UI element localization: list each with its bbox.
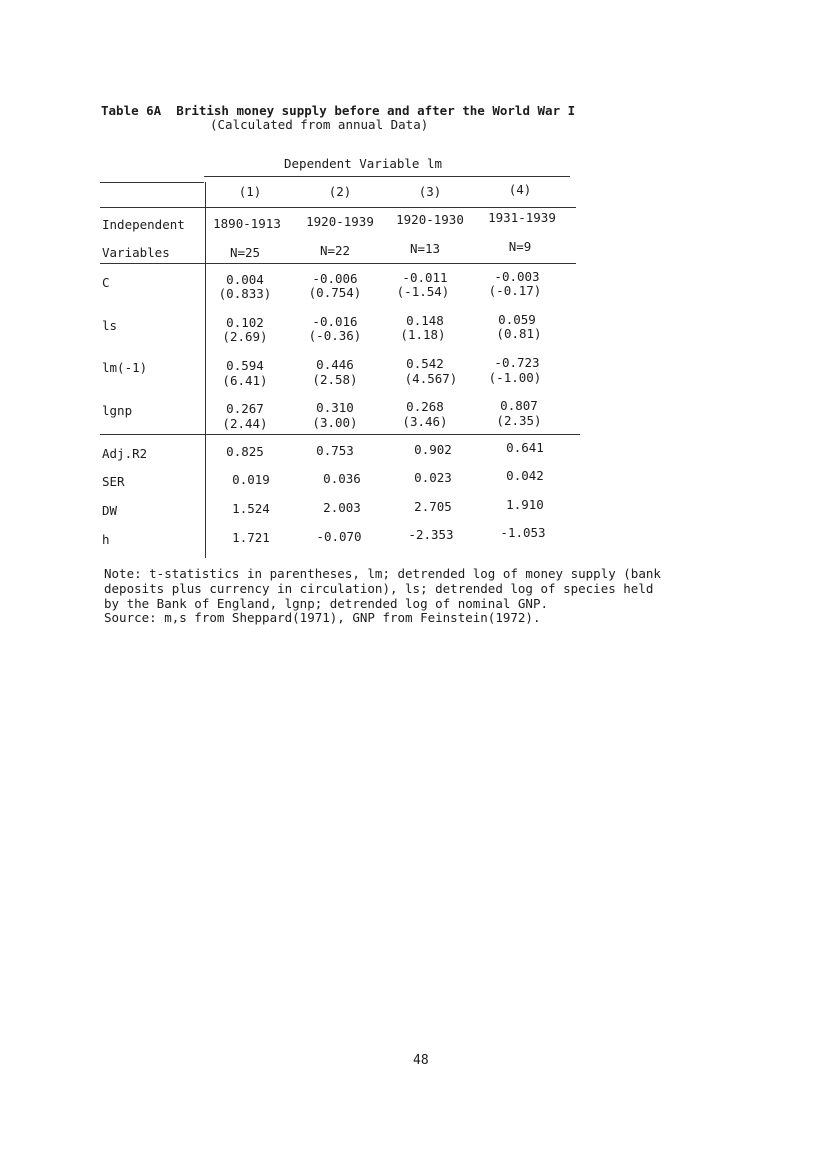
col-3-period: 1920-1930 (396, 212, 464, 227)
adj-r2-2: 0.753 (316, 443, 354, 458)
ls-coef-2: -0.016 (312, 314, 358, 329)
ser-1: 0.019 (232, 472, 270, 487)
note-line-2: deposits plus currency in circulation), ls; detrended log of species held (104, 581, 654, 596)
table-title: British money supply before and after the World War I (176, 103, 576, 118)
col-1-number: (1) (238, 184, 262, 199)
row-label-h: h (102, 532, 110, 547)
lgnp-coef-2: 0.310 (316, 400, 354, 415)
source-line: Source: m,s from Sheppard(1971), GNP from Feinstein(1972). (104, 610, 541, 625)
ser-4: 0.042 (506, 468, 544, 483)
row-label-ser: SER (102, 474, 125, 489)
lgnp-coef-1: 0.267 (226, 401, 264, 416)
row-label-ls: ls (102, 318, 118, 333)
rule-under-header (100, 263, 576, 264)
h-1: 1.721 (232, 530, 270, 545)
row-label-dw: DW (102, 503, 118, 518)
row-label-c: C (102, 275, 110, 290)
rule-left-stub (100, 182, 204, 183)
lgnp-tstat-3: (3.46) (402, 414, 448, 429)
ls-tstat-4: (0.81) (496, 326, 542, 341)
col-1-n: N=25 (229, 245, 261, 260)
header-variables: Variables (102, 245, 170, 260)
c-coef-2: -0.006 (312, 271, 358, 286)
lm-lag-coef-4: -0.723 (494, 355, 540, 370)
ls-tstat-2: (-0.36) (308, 328, 362, 343)
c-coef-3: -0.011 (402, 270, 448, 285)
table-subtitle: (Calculated from annual Data) (210, 117, 429, 132)
ser-2: 0.036 (323, 471, 361, 486)
h-2: -0.070 (316, 529, 362, 544)
c-tstat-2: (0.754) (308, 285, 362, 300)
c-tstat-4: (-0.17) (488, 283, 542, 298)
col-4-period: 1931-1939 (488, 210, 556, 225)
ls-coef-1: 0.102 (226, 315, 264, 330)
rule-before-stats (100, 434, 580, 435)
lm-lag-coef-2: 0.446 (316, 357, 354, 372)
lgnp-tstat-2: (3.00) (312, 415, 358, 430)
lm-lag-tstat-3: (4.567) (404, 371, 458, 386)
adj-r2-1: 0.825 (226, 444, 264, 459)
col-1-period: 1890-1913 (213, 216, 281, 231)
note-line-3: by the Bank of England, lgnp; detrended log of nominal GNP. (104, 596, 549, 611)
lm-lag-tstat-2: (2.58) (312, 372, 358, 387)
row-label-lm-lag: lm(-1) (102, 360, 148, 375)
rule-under-colnums (100, 207, 576, 208)
adj-r2-4: 0.641 (506, 440, 544, 455)
col-2-number: (2) (328, 184, 352, 199)
ls-coef-3: 0.148 (406, 313, 444, 328)
lgnp-tstat-4: (2.35) (496, 413, 542, 428)
h-3: -2.353 (408, 527, 454, 542)
lm-lag-tstat-4: (-1.00) (488, 370, 542, 385)
lm-lag-coef-3: 0.542 (406, 356, 444, 371)
col-4-n: N=9 (508, 239, 532, 254)
lgnp-tstat-1: (2.44) (222, 416, 268, 431)
dw-1: 1.524 (232, 501, 270, 516)
ser-3: 0.023 (414, 470, 452, 485)
col-4-number: (4) (508, 182, 532, 197)
dependent-variable-caption: Dependent Variable lm (284, 156, 443, 171)
col-2-n: N=22 (319, 243, 351, 258)
dw-2: 2.003 (323, 500, 361, 515)
adj-r2-3: 0.902 (414, 442, 452, 457)
dw-4: 1.910 (506, 497, 544, 512)
h-4: -1.053 (500, 525, 546, 540)
ls-tstat-3: (1.18) (400, 327, 446, 342)
note-line-1: Note: t-statistics in parentheses, lm; detrended log of money supply (bank (104, 566, 661, 581)
lm-lag-coef-1: 0.594 (226, 358, 264, 373)
lgnp-coef-4: 0.807 (500, 398, 538, 413)
ls-coef-4: 0.059 (498, 312, 536, 327)
c-tstat-1: (0.833) (218, 286, 272, 301)
col-3-n: N=13 (409, 241, 441, 256)
col-3-number: (3) (418, 184, 442, 199)
c-coef-4: -0.003 (494, 269, 540, 284)
lgnp-coef-3: 0.268 (406, 399, 444, 414)
table-label: Table 6A (101, 103, 162, 118)
page-number: 48 (413, 1053, 429, 1068)
col-2-period: 1920-1939 (306, 214, 374, 229)
row-label-lgnp: lgnp (102, 403, 133, 418)
lm-lag-tstat-1: (6.41) (222, 373, 268, 388)
dw-3: 2.705 (414, 499, 452, 514)
c-coef-1: 0.004 (226, 272, 264, 287)
ls-tstat-1: (2.69) (222, 329, 268, 344)
row-label-adj-r2: Adj.R2 (102, 446, 148, 461)
c-tstat-3: (-1.54) (396, 284, 450, 299)
header-independent: Independent (102, 217, 185, 232)
rule-top (204, 176, 570, 177)
rule-vertical (205, 182, 206, 558)
